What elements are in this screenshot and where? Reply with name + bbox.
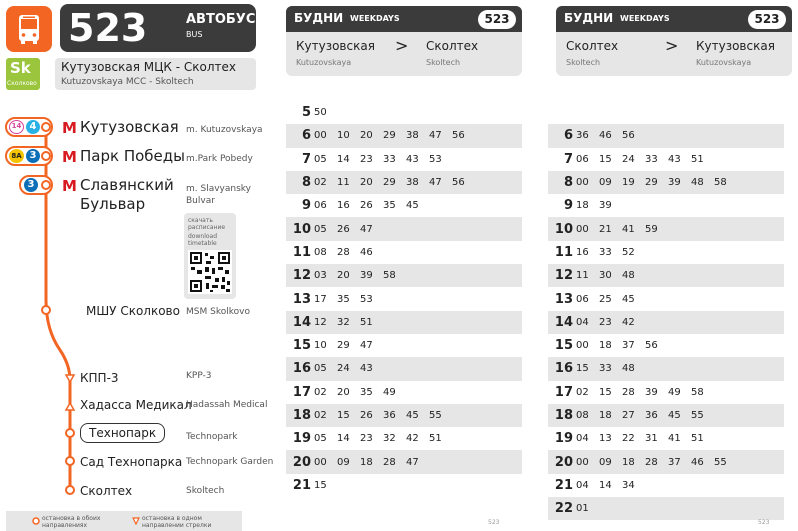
- direction-to-en: Skoltech: [426, 58, 461, 67]
- table-row: [286, 101, 522, 124]
- timetable-2-direction: [556, 32, 792, 76]
- minute-cell: 28: [622, 386, 635, 398]
- hour-cell: 18: [554, 408, 573, 423]
- route-title-ru: Кутузовская МЦК - Сколтех: [61, 60, 237, 74]
- minute-cell: 28: [645, 456, 658, 468]
- minute-cell: 22: [622, 433, 635, 445]
- minute-cell: 03: [314, 270, 327, 282]
- minute-cell: 58: [691, 386, 704, 398]
- stop-technopark-garden: Сад Технопарка: [80, 455, 183, 469]
- minute-cell: 53: [360, 293, 373, 305]
- minute-cell: 01: [576, 503, 589, 515]
- direction-to-en: Kutuzovskaya: [696, 58, 752, 67]
- hour-cell: 13: [292, 291, 311, 307]
- hour-cell: 10: [292, 221, 311, 237]
- stop-technopark-garden-en: Technopark Garden: [186, 457, 274, 467]
- table-row: [548, 241, 784, 264]
- hour-cell: 12: [554, 268, 573, 284]
- minute-cell: 20: [360, 177, 373, 189]
- minute-cell: 00: [314, 456, 327, 468]
- stop-slavyansky: Славянский: [80, 176, 174, 194]
- minute-cell: 36: [645, 410, 658, 421]
- stop-kutuzovskaya-en: m. Kutuzovskaya: [186, 125, 263, 135]
- minute-cell: 51: [691, 153, 704, 165]
- metro-icon: М: [62, 177, 77, 195]
- stop-park-pobedy: Парк Победы: [80, 147, 185, 165]
- minute-cell: 25: [599, 293, 612, 305]
- table-row: [286, 241, 522, 264]
- minute-cell: 33: [645, 153, 658, 165]
- line-badge-3: 3: [26, 149, 40, 163]
- minute-cell: 26: [360, 410, 373, 421]
- stop-slavyansky-en-2: Bulvar: [186, 196, 215, 206]
- hour-cell: 21: [292, 477, 311, 493]
- route-type-en: BUS: [186, 30, 203, 39]
- table-row: [286, 264, 522, 287]
- table-row: [286, 450, 522, 473]
- table-row: [548, 311, 784, 334]
- hour-cell: 7: [563, 151, 573, 167]
- direction-from-en: Kutuzovskaya: [296, 58, 352, 67]
- minute-cell: 00: [576, 177, 589, 189]
- stop-kutuzovskaya: Кутузовская: [80, 118, 179, 136]
- hour-cell: 8: [563, 175, 573, 191]
- minute-cell: 56: [622, 130, 635, 142]
- hour-cell: 11: [292, 244, 311, 260]
- table-row: [548, 124, 784, 147]
- minute-cell: 30: [599, 270, 612, 282]
- minute-cell: 29: [337, 340, 350, 352]
- minute-cell: 47: [406, 456, 419, 468]
- minute-cell: 39: [645, 386, 658, 398]
- line-badge-14: 14: [9, 120, 24, 134]
- hour-cell: 17: [554, 384, 573, 400]
- minute-cell: 42: [622, 316, 635, 328]
- timetable-1-header: [286, 6, 522, 32]
- direction-from: Кутузовская: [296, 39, 375, 53]
- table-row: [548, 194, 784, 217]
- table-row: [286, 311, 522, 334]
- minute-cell: 38: [406, 177, 419, 189]
- hour-cell: 20: [292, 454, 311, 470]
- minute-cell: 15: [599, 153, 612, 165]
- minute-cell: 02: [314, 410, 327, 421]
- minute-cell: 10: [314, 340, 327, 352]
- minute-cell: 00: [576, 223, 589, 235]
- hour-cell: 8: [301, 175, 311, 191]
- minute-cell: 18: [576, 200, 589, 212]
- minute-cell: 47: [429, 130, 442, 142]
- route-pill: 523: [748, 10, 786, 29]
- minute-cell: 11: [576, 270, 589, 282]
- minute-cell: 18: [622, 456, 635, 468]
- table-row: [286, 427, 522, 450]
- table-row: [286, 194, 522, 217]
- table-row: [548, 334, 784, 357]
- minute-cell: 41: [668, 433, 681, 445]
- minute-cell: 26: [337, 223, 350, 235]
- minute-cell: 33: [599, 246, 612, 258]
- table-row: [286, 148, 522, 171]
- table-row: [548, 450, 784, 473]
- skolkovo-logo: Sk Сколково: [6, 58, 40, 90]
- minute-cell: 04: [576, 433, 589, 445]
- minute-cell: 35: [360, 386, 373, 398]
- timetable-1-rows: [286, 101, 522, 497]
- minute-cell: 05: [314, 223, 327, 235]
- legend: остановка в обоих направлениях остановка в одном направлении стрелки: [6, 511, 242, 531]
- minute-cell: 16: [337, 200, 350, 212]
- stop-kpp-en: KPP-3: [186, 371, 212, 381]
- minute-cell: 56: [452, 177, 465, 189]
- one-direction-icon: [132, 517, 140, 525]
- hour-cell: 22: [554, 501, 573, 517]
- hour-cell: 16: [554, 361, 573, 377]
- table-row: [548, 381, 784, 404]
- hour-cell: 5: [301, 105, 311, 121]
- minute-cell: 05: [314, 433, 327, 445]
- table-row: [548, 427, 784, 450]
- page-number: 523: [488, 519, 500, 526]
- minute-cell: 35: [383, 200, 396, 212]
- minute-cell: 55: [429, 410, 442, 421]
- stop-hadassah: Хадасса Медикал: [80, 398, 192, 412]
- minute-cell: 20: [337, 270, 350, 282]
- stop-technopark-en: Technopark: [186, 432, 238, 442]
- stop-hadassah-en: Hadassah Medical: [186, 400, 268, 410]
- hour-cell: 14: [554, 314, 573, 330]
- minute-cell: 45: [406, 200, 419, 212]
- minute-cell: 55: [714, 456, 727, 468]
- minute-cell: 09: [599, 456, 612, 468]
- minute-cell: 00: [314, 130, 327, 142]
- minute-cell: 36: [576, 130, 589, 142]
- minute-cell: 06: [314, 200, 327, 212]
- minute-cell: 42: [406, 433, 419, 445]
- minute-cell: 45: [622, 293, 635, 305]
- table-row: [548, 474, 784, 497]
- minute-cell: 08: [576, 410, 589, 421]
- minute-cell: 32: [337, 316, 350, 328]
- table-row: [548, 497, 784, 520]
- hour-cell: 19: [292, 431, 311, 447]
- minute-cell: 12: [314, 316, 327, 328]
- minute-cell: 27: [622, 410, 635, 421]
- route-type: АВТОБУС: [186, 12, 256, 27]
- day-label: БУДНИ: [564, 11, 614, 25]
- minute-cell: 18: [360, 456, 373, 468]
- line-badge-3b: 3: [24, 178, 38, 192]
- table-row: [286, 171, 522, 194]
- minute-cell: 00: [576, 340, 589, 352]
- minute-cell: 10: [337, 130, 350, 142]
- hour-cell: 12: [292, 268, 311, 284]
- minute-cell: 58: [714, 177, 727, 189]
- table-row: [548, 101, 784, 124]
- table-row: [548, 217, 784, 240]
- route-title-en: Kutuzovskaya MCC - Skoltech: [61, 77, 194, 87]
- minute-cell: 43: [406, 153, 419, 165]
- direction-to: Сколтех: [426, 39, 479, 53]
- stop-skoltech-en: Skoltech: [186, 486, 225, 496]
- stop-technopark: Технопарк: [80, 423, 165, 443]
- page-number: 523: [758, 519, 770, 526]
- hour-cell: 6: [563, 128, 573, 144]
- minute-cell: 14: [337, 153, 350, 165]
- route-number: 523: [68, 6, 148, 50]
- minute-cell: 59: [645, 223, 658, 235]
- minute-cell: 39: [599, 200, 612, 212]
- minute-cell: 56: [645, 340, 658, 352]
- hour-cell: 13: [554, 291, 573, 307]
- day-label: БУДНИ: [294, 11, 344, 25]
- stop-slavyansky-2: Бульвар: [80, 195, 146, 213]
- table-row: [286, 287, 522, 310]
- minute-cell: 37: [622, 340, 635, 352]
- minute-cell: 02: [314, 386, 327, 398]
- minute-cell: 39: [360, 270, 373, 282]
- minute-cell: 50: [314, 107, 327, 119]
- minute-cell: 06: [576, 293, 589, 305]
- hour-cell: 7: [301, 151, 311, 167]
- minute-cell: 36: [383, 410, 396, 421]
- minute-cell: 19: [622, 177, 635, 189]
- route-pill: 523: [478, 10, 516, 29]
- minute-cell: 49: [383, 386, 396, 398]
- metro-icon: М: [62, 148, 77, 166]
- minute-cell: 20: [337, 386, 350, 398]
- both-directions-icon: [32, 517, 40, 525]
- direction-to: Кутузовская: [696, 39, 775, 53]
- minute-cell: 43: [360, 363, 373, 375]
- minute-cell: 46: [360, 246, 373, 258]
- minute-cell: 23: [360, 433, 373, 445]
- minute-cell: 38: [406, 130, 419, 142]
- minute-cell: 15: [599, 386, 612, 398]
- qr-download-box[interactable]: скачать расписание download timetable: [184, 213, 236, 299]
- minute-cell: 28: [383, 456, 396, 468]
- table-row: [548, 357, 784, 380]
- minute-cell: 14: [337, 433, 350, 445]
- direction-from-en: Skoltech: [566, 58, 601, 67]
- minute-cell: 15: [337, 410, 350, 421]
- minute-cell: 23: [599, 316, 612, 328]
- direction-arrow-icon: >: [665, 36, 679, 55]
- timetable-1-direction: [286, 32, 522, 76]
- minute-cell: 39: [668, 177, 681, 189]
- table-row: [548, 171, 784, 194]
- hour-cell: 11: [554, 244, 573, 260]
- minute-cell: 14: [599, 479, 612, 491]
- hour-cell: 21: [554, 477, 573, 493]
- hour-cell: 20: [554, 454, 573, 470]
- minute-cell: 26: [360, 200, 373, 212]
- timetable-2-header: [556, 6, 792, 32]
- day-label-en: WEEKDAYS: [350, 14, 400, 23]
- direction-from: Сколтех: [566, 39, 619, 53]
- minute-cell: 55: [691, 410, 704, 421]
- minute-cell: 18: [599, 410, 612, 421]
- minute-cell: 47: [429, 177, 442, 189]
- line-badge-4: 4: [26, 120, 40, 134]
- minute-cell: 48: [622, 363, 635, 375]
- hour-cell: 16: [292, 361, 311, 377]
- minute-cell: 49: [668, 386, 681, 398]
- minute-cell: 33: [383, 153, 396, 165]
- stop-kpp: КПП-3: [80, 371, 119, 385]
- hour-cell: 17: [292, 384, 311, 400]
- minute-cell: 05: [314, 153, 327, 165]
- table-row: [286, 124, 522, 147]
- minute-cell: 28: [337, 246, 350, 258]
- stop-msh-en: MSM Skolkovo: [186, 307, 250, 317]
- minute-cell: 43: [668, 153, 681, 165]
- day-label-en: WEEKDAYS: [620, 14, 670, 23]
- table-row: [548, 148, 784, 171]
- table-row: [286, 474, 522, 497]
- hour-cell: 19: [554, 431, 573, 447]
- line-badge-8a: 8А: [9, 149, 24, 163]
- stop-skoltech: Сколтех: [80, 484, 133, 498]
- minute-cell: 51: [691, 433, 704, 445]
- minute-cell: 09: [337, 456, 350, 468]
- minute-cell: 32: [383, 433, 396, 445]
- minute-cell: 16: [576, 246, 589, 258]
- hour-cell: 15: [292, 338, 311, 354]
- minute-cell: 20: [360, 130, 373, 142]
- minute-cell: 17: [314, 293, 327, 305]
- table-row: [286, 381, 522, 404]
- minute-cell: 35: [337, 293, 350, 305]
- minute-cell: 48: [691, 177, 704, 189]
- minute-cell: 51: [429, 433, 442, 445]
- minute-cell: 31: [645, 433, 658, 445]
- minute-cell: 56: [452, 130, 465, 142]
- metro-icon: М: [62, 119, 77, 137]
- minute-cell: 05: [314, 363, 327, 375]
- hour-cell: 6: [301, 128, 311, 144]
- minute-cell: 24: [622, 153, 635, 165]
- direction-arrow-icon: >: [395, 36, 409, 55]
- table-row: [548, 264, 784, 287]
- timetable-2-rows: [548, 101, 784, 520]
- table-row: [548, 287, 784, 310]
- hour-cell: 18: [292, 408, 311, 423]
- minute-cell: 04: [576, 316, 589, 328]
- minute-cell: 02: [576, 386, 589, 398]
- table-row: [286, 357, 522, 380]
- table-row: [286, 334, 522, 357]
- minute-cell: 52: [622, 246, 635, 258]
- minute-cell: 47: [360, 223, 373, 235]
- minute-cell: 00: [576, 456, 589, 468]
- minute-cell: 29: [645, 177, 658, 189]
- minute-cell: 21: [599, 223, 612, 235]
- table-row: [548, 404, 784, 427]
- minute-cell: 37: [668, 456, 681, 468]
- minute-cell: 15: [314, 479, 327, 491]
- minute-cell: 18: [599, 340, 612, 352]
- minute-cell: 58: [383, 270, 396, 282]
- minute-cell: 09: [599, 177, 612, 189]
- minute-cell: 51: [360, 316, 373, 328]
- minute-cell: 15: [576, 363, 589, 375]
- hour-cell: 14: [292, 314, 311, 330]
- minute-cell: 11: [337, 177, 350, 189]
- stop-msh: МШУ Сколково: [86, 304, 180, 318]
- minute-cell: 24: [337, 363, 350, 375]
- minute-cell: 23: [360, 153, 373, 165]
- stop-slavyansky-en: m. Slavyansky: [186, 184, 251, 194]
- minute-cell: 45: [406, 410, 419, 421]
- hour-cell: 10: [554, 221, 573, 237]
- hour-cell: 9: [563, 198, 573, 214]
- minute-cell: 53: [429, 153, 442, 165]
- minute-cell: 45: [668, 410, 681, 421]
- table-row: [286, 404, 522, 427]
- minute-cell: 34: [622, 479, 635, 491]
- hour-cell: 9: [301, 198, 311, 214]
- table-row: [286, 217, 522, 240]
- minute-cell: 13: [599, 433, 612, 445]
- minute-cell: 46: [599, 130, 612, 142]
- minute-cell: 29: [383, 130, 396, 142]
- minute-cell: 02: [314, 177, 327, 189]
- minute-cell: 33: [599, 363, 612, 375]
- minute-cell: 46: [691, 456, 704, 468]
- minute-cell: 41: [622, 223, 635, 235]
- hour-cell: 15: [554, 338, 573, 354]
- minute-cell: 06: [576, 153, 589, 165]
- minute-cell: 08: [314, 246, 327, 258]
- qr-code-icon: [188, 250, 232, 294]
- minute-cell: 04: [576, 479, 589, 491]
- minute-cell: 48: [622, 270, 635, 282]
- minute-cell: 47: [360, 340, 373, 352]
- stop-park-pobedy-en: m.Park Pobedy: [186, 154, 253, 164]
- minute-cell: 29: [383, 177, 396, 189]
